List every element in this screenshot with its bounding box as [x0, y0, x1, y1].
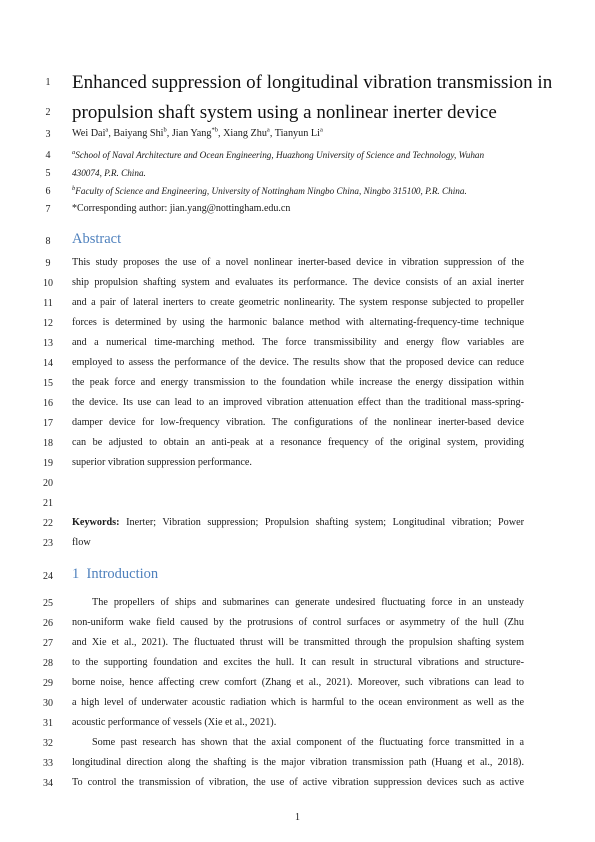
- line-number: 12: [43, 318, 53, 329]
- abstract-line: the device. Its use can lead to an improved vibration attenuation effect than the traditional mass-spring-: [72, 397, 524, 408]
- line-number: 1: [45, 77, 51, 88]
- line-number: 21: [43, 498, 53, 509]
- abstract-line: superior vibration suppression performance.: [72, 457, 252, 468]
- line-number: 30: [43, 698, 53, 709]
- author-list: Wei Dai$^a$, Baiyang Shi$^b$, Jian Yang$^{*b}$, Xiang Zhu$^a$, Tianyun Li$^a$: [72, 126, 323, 139]
- abstract-line: This study proposes the use of a novel nonlinear inerter-based device in vibration suppression of the: [72, 257, 524, 268]
- line-number: 8: [45, 236, 51, 247]
- paper-title-line: propulsion shaft system using a nonlinear inerter device: [72, 102, 497, 123]
- line-number: 15: [43, 378, 53, 389]
- affiliation-mark: b: [72, 184, 76, 192]
- affiliation-text: Faculty of Science and Engineering, University of Nottingham Ningbo China, Ningbo 315100, P.R. China.: [75, 186, 467, 196]
- author-affil-mark: a: [319, 126, 323, 134]
- abstract-line: and a pair of lateral inerters to create geometric nonlinearity. The system response subjected to propeller: [72, 297, 524, 308]
- abstract-line: damper device for low-frequency vibration. The configurations of the nonlinear inerter-based device: [72, 417, 524, 428]
- line-number: 14: [43, 358, 53, 369]
- intro-line: a high level of underwater acoustic radiation which is harmful to the ocean environment as well as the: [72, 697, 524, 708]
- corresponding-author: *Corresponding author: jian.yang@nottingham.edu.cn: [72, 203, 291, 214]
- line-number: 28: [43, 658, 53, 669]
- abstract-line: the peak force and energy transmission to the foundation while increase the energy dissipation within: [72, 377, 524, 388]
- line-number: 6: [45, 186, 51, 197]
- line-number: 22: [43, 518, 53, 529]
- intro-line: non-uniform wake field caused by the protrusions of control surfaces or asymmetry of the hull (Zhu: [72, 617, 524, 628]
- line-number: 17: [43, 418, 53, 429]
- keywords-text: Inerter; Vibration suppression; Propulsion shafting system; Longitudinal vibration; Power: [126, 517, 524, 528]
- line-number: 25: [43, 598, 53, 609]
- line-number: 11: [43, 298, 53, 309]
- abstract-line: employed to assess the performance of the device. The results show that the proposed device can reduce: [72, 357, 524, 368]
- affiliation: [72, 150, 484, 160]
- section-number: 1: [72, 566, 80, 582]
- author-affil-mark: a: [105, 126, 109, 134]
- abstract-line: can be adjusted to obtain an anti-peak at a resonance frequency of the original system, providing: [72, 437, 524, 448]
- author-affil-mark: a: [266, 126, 270, 134]
- author-name: Jian Yang: [171, 128, 212, 139]
- line-number: 33: [43, 758, 53, 769]
- paper-title-line: Enhanced suppression of longitudinal vibration transmission in: [72, 72, 553, 93]
- section-title: Introduction: [86, 566, 159, 582]
- line-number: 31: [43, 718, 53, 729]
- line-number: 29: [43, 678, 53, 689]
- line-number: 4: [45, 150, 51, 161]
- author-name: Xiang Zhu: [223, 128, 267, 139]
- line-number: 20: [43, 478, 53, 489]
- intro-line: Some past research has shown that the axial component of the fluctuating force transmitted in a: [92, 737, 524, 748]
- line-number: 26: [43, 618, 53, 629]
- abstract-heading: Abstract: [72, 231, 122, 247]
- author-name: Tianyun Li: [274, 128, 320, 139]
- abstract-line: and a numerical time-marching method. The force transmissibility and energy flow variables are: [72, 337, 524, 348]
- line-number: 7: [45, 204, 51, 215]
- keywords-line: [72, 517, 524, 528]
- line-number: 10: [43, 278, 53, 289]
- abstract-line: ship propulsion shafting system and evaluates its performance. The device consists of an axial inerter: [72, 277, 524, 288]
- intro-line: to the supporting foundation and excites the hull. It can result in structural vibrations and structure-: [72, 657, 524, 668]
- intro-line: borne noise, hence affecting crew comfort (Zhang et al., 2021). Moreover, such vibrations can lead to: [72, 677, 524, 688]
- page-number: 1: [295, 812, 300, 823]
- author-name: Baiyang Shi: [113, 128, 164, 139]
- line-number: 5: [45, 168, 51, 179]
- line-number: 2: [45, 107, 51, 118]
- line-number: 16: [43, 398, 53, 409]
- intro-line: and Xie et al., 2021). The fluctuated thrust will be transmitted through the propulsion shafting system: [72, 637, 524, 648]
- line-number: 19: [43, 458, 53, 469]
- author-affil-mark: b: [163, 126, 167, 134]
- affiliation-mark: a: [72, 148, 76, 156]
- keywords-label: Keywords:: [72, 517, 120, 528]
- abstract-line: forces is determined by using the harmonic balance method with alternating-frequency-time technique: [72, 317, 524, 328]
- author-name: Wei Dai: [72, 128, 106, 139]
- line-number: 34: [43, 778, 53, 789]
- line-number: 9: [45, 258, 51, 269]
- author-affil-mark: *b: [211, 126, 218, 134]
- keywords-line: flow: [72, 537, 91, 548]
- affiliation: [72, 186, 467, 196]
- line-number: 27: [43, 638, 53, 649]
- introduction-heading: [72, 566, 158, 583]
- line-number: 23: [43, 538, 53, 549]
- intro-line: To control the transmission of vibration, the use of active vibration suppression devices such as active: [72, 777, 524, 788]
- line-number: 32: [43, 738, 53, 749]
- line-number: 18: [43, 438, 53, 449]
- intro-line: longitudinal direction along the shafting is the major vibration transmission path (Huang et al., 2018).: [72, 757, 524, 768]
- intro-line: The propellers of ships and submarines can generate undesired fluctuating force in an unsteady: [92, 597, 524, 608]
- affiliation-continued: 430074, P.R. China.: [72, 168, 146, 178]
- affiliation-text: School of Naval Architecture and Ocean Engineering, Huazhong University of Science and Technology, Wuhan: [75, 150, 485, 160]
- line-number: 13: [43, 338, 53, 349]
- line-number: 24: [43, 571, 53, 582]
- intro-line: acoustic performance of vessels (Xie et al., 2021).: [72, 717, 277, 728]
- line-number: 3: [45, 129, 51, 140]
